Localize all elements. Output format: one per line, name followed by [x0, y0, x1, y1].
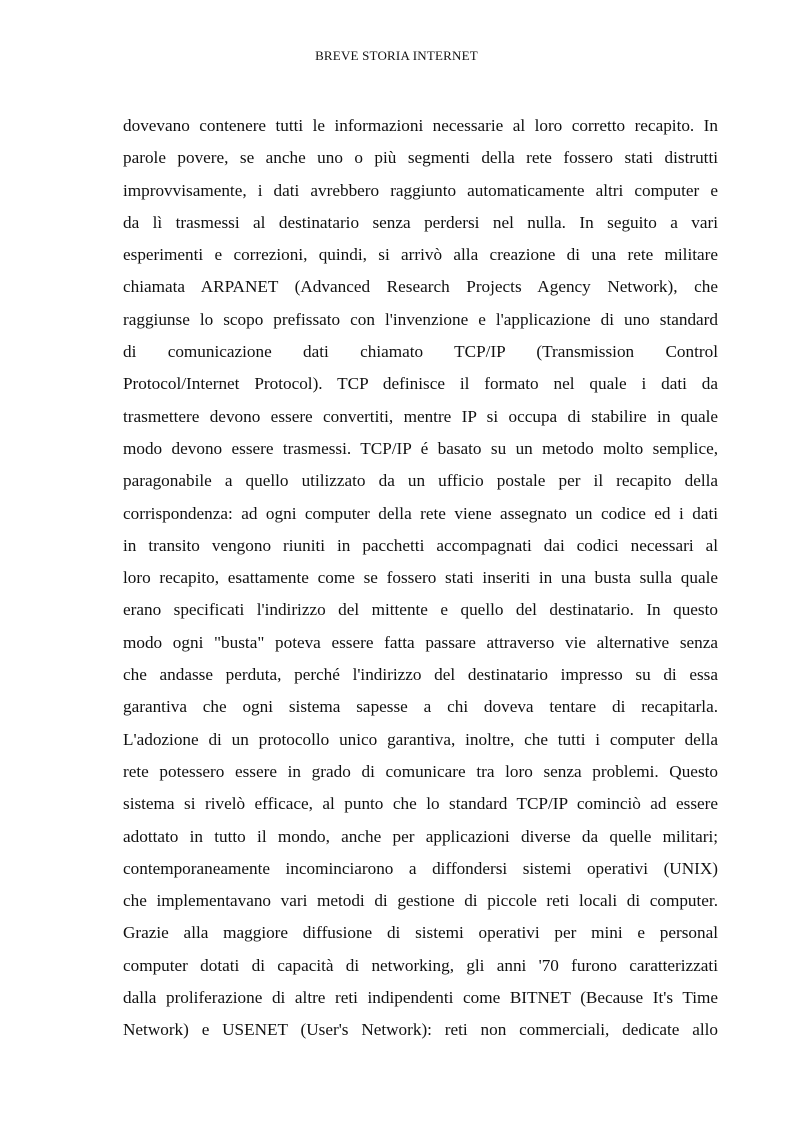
text-line: in transito vengono riuniti in pacchetti accompagnati dai codici necessari al — [123, 535, 718, 555]
text-line: da lì trasmessi al destinatario senza perdersi nel nulla. In seguito a vari — [123, 212, 718, 232]
text-line: garantiva che ogni sistema sapesse a chi doveva tentare di recapitarla. — [123, 697, 718, 717]
text-line: esperimenti e correzioni, quindi, si arrivò alla creazione di una rete militare — [123, 245, 718, 265]
text-line: che implementavano vari metodi di gestione di piccole reti locali di computer. — [123, 891, 718, 911]
text-line: adottato in tutto il mondo, anche per applicazioni diverse da quelle militari; — [123, 826, 718, 846]
text-line: erano specificati l'indirizzo del mittente e quello del destinatario. In questo — [123, 600, 718, 620]
running-header: BREVE STORIA INTERNET — [315, 48, 478, 63]
text-line: dalla proliferazione di altre reti indipendenti come BITNET (Because It's Time — [123, 988, 718, 1008]
text-line: improvvisamente, i dati avrebbero raggiunto automaticamente altri computer e — [123, 180, 718, 200]
text-line: raggiunse lo scopo prefissato con l'invenzione e l'applicazione di uno standard — [123, 309, 718, 329]
text-line: loro recapito, esattamente come se fossero stati inseriti in una busta sulla quale — [123, 568, 718, 588]
text-line: paragonabile a quello utilizzato da un ufficio postale per il recapito della — [123, 471, 718, 491]
text-line: corrispondenza: ad ogni computer della rete viene assegnato un codice ed i dati — [123, 503, 718, 523]
text-line: rete potessero essere in grado di comunicare tra loro senza problemi. Questo — [123, 761, 718, 781]
text-line: sistema si rivelò efficace, al punto che lo standard TCP/IP cominciò ad essere — [123, 794, 718, 814]
text-line: L'adozione di un protocollo unico garantiva, inoltre, che tutti i computer della — [123, 729, 718, 749]
text-line: parole povere, se anche uno o più segmenti della rete fossero stati distrutti — [123, 148, 718, 168]
body-text — [123, 110, 718, 1047]
text-line: Network) e USENET (User's Network): reti non commerciali, dedicate allo — [123, 1020, 718, 1040]
text-line: modo devono essere trasmessi. TCP/IP é basato su un metodo molto semplice, — [123, 438, 718, 458]
text-line: modo ogni "busta" poteva essere fatta passare attraverso vie alternative senza — [123, 632, 718, 652]
text-line: chiamata ARPANET (Advanced Research Projects Agency Network), che — [123, 277, 718, 297]
text-line: Grazie alla maggiore diffusione di sistemi operativi per mini e personal — [123, 923, 718, 943]
text-line: Protocol/Internet Protocol). TCP definisce il formato nel quale i dati da — [123, 374, 718, 394]
text-line: di comunicazione dati chiamato TCP/IP (Transmission Control — [123, 342, 718, 362]
text-line: contemporaneamente incominciarono a diffondersi sistemi operativi (UNIX) — [123, 858, 718, 878]
text-line: dovevano contenere tutti le informazioni necessarie al loro corretto recapito. In — [123, 116, 718, 135]
text-line: computer dotati di capacità di networking, gli anni '70 furono caratterizzati — [123, 955, 718, 975]
text-line: trasmettere devono essere convertiti, mentre IP si occupa di stabilire in quale — [123, 406, 718, 426]
text-line: che andasse perduta, perché l'indirizzo del destinatario impresso su di essa — [123, 665, 718, 685]
